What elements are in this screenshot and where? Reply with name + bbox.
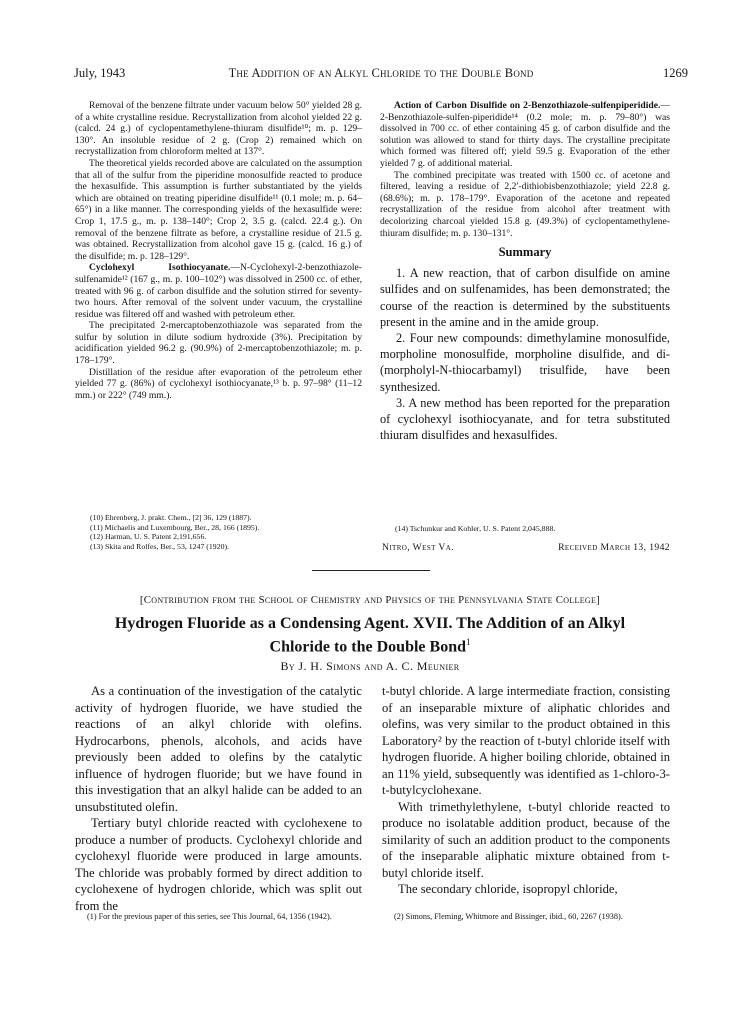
paragraph: The precipitated 2-mercaptobenzothiazole was separated from the sulfur by solution in dilute sodium hydroxide (3%). Precipitation by acidification yielded 96.2 g. (90.9%) of 2-mercaptobenzothiazole; m. p. 178–179°. [75, 320, 362, 367]
paragraph: t-butyl chloride. A large intermediate fraction, consisting of an inseparable mixture of aliphatic chlorides and olefins, was very similar to the product obtained in this Laboratory² by the reaction of t-butyl chloride itself with hydrogen fluoride. A higher boiling chloride, obtained in an 11% yield, subsequently was identified as 1-chloro-3-t-butylcyclohexane. [382, 684, 670, 797]
footnote: (11) Michaelis and Luxembourg, Ber., 28, 166 (1895). [90, 522, 260, 532]
paragraph: With trimethylethylene, t-butyl chloride reacted to produce no isolatable addition product, because of the similarity of such an addition product to the components of the inseparable aliphatic mixture obtained from t-butyl chloride itself. [382, 799, 670, 880]
summary [380, 265, 670, 443]
section-label: Cyclohexyl Isothiocyanate. [89, 262, 231, 274]
summary-item: 2. Four new compounds: dimethylamine monosulfide, morpholine monosulfide, morpholine disulfide, and di-(morpholyl-N-thiocarbamyl) trisulfide, have been synthesized. [380, 330, 670, 394]
paragraph: Tertiary butyl chloride reacted with cyclohexene to produce a number of products. Cyclohexyl chloride and cyclohexyl fluoride were produced in large amounts. The chloride was probably formed by direct addition to cyclohexene of hydrogen chloride, which was split out from the [75, 816, 362, 913]
paragraph: The combined precipitate was treated with 1500 cc. of acetone and filtered, leaving a residue of 2,2′-dithiobisbenzothiazole; yield 22.8 g. (68.6%); m. p. 178–179°. Evaporation of the acetone and repeated recrystallization of the residue from alcohol after treatment with decolorizing charcoal yielded 15.8 g. (49.3%) of cyclopentamethylene-thiuram disulfide; m. p. 130–131°. [380, 169, 670, 239]
paragraph: As a continuation of the investigation of the catalytic activity of hydrogen fluoride, we have studied the reactions of an alkyl chloride with olefins. Hydrocarbons, phenols, alcohols, and acids have previously been added to olefins by the catalytic influence of hydrogen fluoride; but we have found in this investigation that an alkyl halide can be added to an unsubstituted olefin. [75, 684, 362, 814]
article-right-column [382, 683, 670, 898]
page-number: 1269 [663, 66, 688, 80]
summary-item: 1. A new reaction, that of carbon disulfide on amine sulfides and on sulfenamides, has been demonstrated; the course of the reaction is determined by the substituents present in the amine and in the amide group. [380, 266, 670, 329]
footnote-right [395, 524, 670, 534]
section-text: —2-Benzothiazole-sulfen-piperidide¹⁴ (0.2 mole; m. p. 79–80°) was dissolved in 700 cc. of ether containing 45 g. of carbon disulfide and the solution was allowed to stand for thirty days. The crystalline precipitate which formed was filtered off; yield 59.5 g. Evaporation of the ether yielded 7 g. of additional material. [380, 100, 670, 169]
location: Nitro, West Va. [382, 542, 454, 553]
running-head [74, 66, 688, 84]
summary-item: 3. A new method has been reported for the preparation of cyclohexyl isothiocyanate, and for tetra substituted thiuram disulfides and hexasulfides. [380, 395, 670, 443]
paragraph: Distillation of the residue after evaporation of the petroleum ether yielded 77 g. (86%) of cyclohexyl isothiocyanate,¹³ b. p. 97–98° (11–12 mm.) or 222° (749 mm.). [75, 366, 362, 401]
paragraph [380, 100, 670, 170]
footnote: (2) Simons, Fleming, Whitmore and Bissinger, ibid., 60, 2267 (1938). [394, 912, 623, 921]
paragraph [75, 262, 362, 320]
title-line-2: Chloride to the Double Bond$^1$ [269, 637, 471, 656]
footnote: (1) For the previous paper of this series, see This Journal, 64, 1356 (1942). [87, 912, 332, 921]
paragraph: Removal of the benzene filtrate under vacuum below 50° yielded 28 g. of a white crystalline residue. Recrystallization from alcohol yielded 22 g. (calcd. 24 g.) of cyclopentamethylene-thiuram disulfide¹⁰; m. p. 129–130°. An insoluble residue of 2 g. (Crop 2) remained which on recrystallization from chloroform melted at 137°. [75, 100, 362, 158]
title-line-1: Hydrogen Fluoride as a Condensing Agent. XVII. The Addition of an Alkyl [114, 615, 626, 632]
article-title [70, 615, 670, 656]
received-date: Received March 13, 1942 [558, 542, 670, 553]
contribution-line: [Contribution from the School of Chemistry and Physics of the Pennsylvania State College] [139, 594, 601, 606]
summary-heading: Summary [498, 245, 552, 260]
footnote: (13) Skita and Rolfes, Ber., 53, 1247 (1920). [90, 541, 230, 551]
footnotes-left [90, 513, 360, 551]
footnote: (10) Ehrenberg, J. prakt. Chem., [2] 36, 129 (1887). [90, 513, 252, 522]
footnote-bottom-right [382, 912, 670, 922]
divider [312, 570, 430, 571]
title-footnote-mark: 1 [465, 637, 471, 647]
footnote-bottom-left [75, 912, 362, 922]
header-date: July, 1943 [74, 66, 126, 80]
article-left-column [75, 683, 362, 914]
experimental-right-column [380, 100, 670, 443]
experimental-left-column [75, 100, 362, 401]
section-label: Action of Carbon Disulfide on 2-Benzothiazole-sulfenpiperidide. [394, 100, 661, 111]
footnote: (14) Tschunkur and Kohler, U. S. Patent 2,045,888. [395, 524, 556, 533]
footnote: (12) Harman, U. S. Patent 2,191,656. [90, 532, 207, 541]
byline: By J. H. Simons and A. C. Meunier [280, 659, 460, 673]
paragraph: The secondary chloride, isopropyl chloride, [398, 882, 618, 896]
header-title: The Addition of an Alkyl Chloride to the Double Bond [228, 66, 534, 80]
paragraph: The theoretical yields recorded above are calculated on the assumption that all of the sulfur from the piperidine monosulfide reacted to produce the hexasulfide. This assumption is further substantiated by the yields which are obtained on treating piperidine disulfide¹¹ (0.1 mole; m. p. 64–65°) in a like manner. The corresponding yields of the hexasulfide were: Crop 1, 17.5 g., m. p. 138–140°; Crop 2, 3.5 g. (calcd. 22.4 g.). On removal of the benzene filtrate as before, a crystalline residue of 21.5 g. was obtained. Recrystallization from alcohol gave 15 g. (calcd. 16 g.) of the disulfide; m. p. 128–129°. [75, 157, 362, 262]
section-text: —N-Cyclohexyl-2-benzothiazole-sulfenamide¹² (167 g., m. p. 100–102°) was dissolved in 2500 cc. of ether, treated with 96 g. of carbon disulfide and the solution stirred for seventy-two hours. After removal of the solvent under vacuum, the crystalline residue was filtered off and washed with petroleum ether. [75, 262, 362, 320]
